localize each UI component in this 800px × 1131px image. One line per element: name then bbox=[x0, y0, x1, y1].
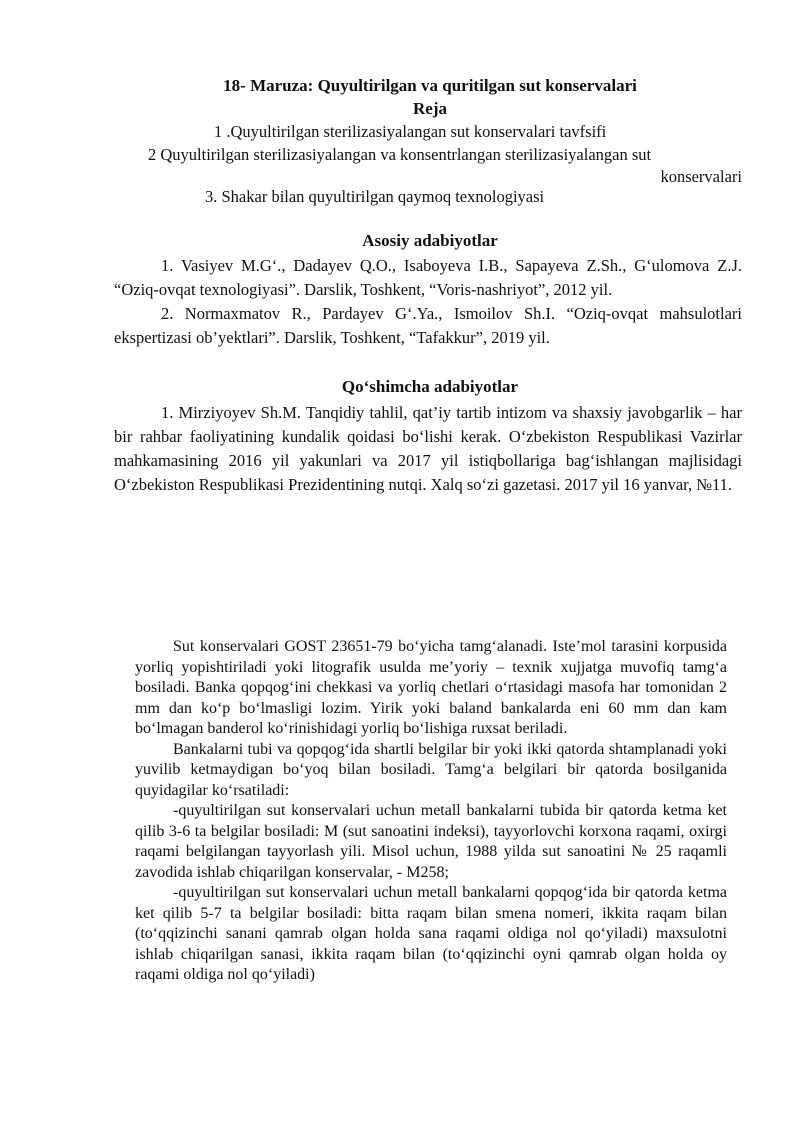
reference-item: 1. Mirziyoyev Sh.M. Tanqidiy tahlil, qat’iy tartib intizom va shaxsiy javobgarlik – har bir rahbar faoliyatining kundalik qoidasi bo‘lishi kerak. O‘zbekiston Respublikasi Vazirlar mahkamasining 2016 yil yakunlari va 2017 yil istiqbollariga bag‘ishlangan majlisidagi O‘zbekiston Respublikasi Prezidentining nutqi. Xalq so‘zi gazetasi. 2017 yil 16 yanvar, №11. bbox=[114, 403, 742, 494]
main-references-heading: Asosiy adabiyotlar bbox=[362, 231, 498, 250]
reference-item: 1. Vasiyev M.G‘., Dadayev Q.O., Isaboyeva I.B., Sapayeva Z.Sh., G‘ulomova Z.J. “Oziq-ovqat texnologiyasi”. Darslik, Toshkent, “Voris-nashriyot”, 2012 yil. bbox=[114, 256, 742, 299]
plan-item-continuation: konservalari bbox=[660, 167, 742, 186]
body-paragraph: -quyultirilgan sut konservalari uchun metall bankalarni qopqog‘ida bir qatorda ketma ket qilib 5-7 ta belgilar bosiladi: bitta raqam bilan smena nomeri, ikkita raqam bilan (to‘qqizinchi sanani qamrab olgan holda sana raqami oldiga nol qo‘yiladi) maxsulotni ishlab chiqarilgan sanasi, ikkita raqam bilan (to‘qqizinchi oyni qamrab olgan holda oy raqami oldiga nol qo‘yiladi) bbox=[135, 884, 727, 983]
reference-item: 2. Normaxmatov R., Pardayev G‘.Ya., Ismoilov Sh.I. “Oziq-ovqat mahsulotlari ekspertizasi ob’yektlari”. Darslik, Toshkent, “Tafakkur”, 2019 yil. bbox=[114, 304, 742, 347]
main-references-list bbox=[114, 254, 742, 350]
plan-item: 1 .Quyultirilgan sterilizasiyalangan sut konservalari tavfsifi bbox=[214, 122, 607, 141]
body-paragraph: -quyultirilgan sut konservalari uchun metall bankalarni tubida bir qatorda ketma ket qilib 3-6 ta belgilar bosiladi: M (sut sanoatini indeksi), tayyorlovchi korxona raqami, oxirgi raqami belgilangan tayyorlash yili. Misol uchun, 1988 yilda sut sanoatini № 25 raqamli zavodida ishlab chiqarilgan konservalar, - M258; bbox=[135, 802, 727, 881]
body-paragraph: Sut konservalari GOST 23651-79 bo‘yicha tamg‘alanadi. Iste’mol tarasini korpusida yorliq yopishtiriladi yoki litografik usulda me’yoriy – texnik xujjatga muvofiq tamg‘a bosiladi. Banka qopqog‘ini chekkasi va yorliq chetlari o‘rtasidagi masofa har tomonidan 2 mm dan ko‘p bo‘lmasligi lozim. Yirik yoki baland bankalarda eni 60 mm dan kam bo‘lmagan banderol ko‘rinishidagi yorliq bo‘lishiga ruxsat beriladi. bbox=[135, 638, 727, 737]
plan-heading: Reja bbox=[413, 99, 447, 118]
lecture-title: 18- Maruza: Quyultirilgan va quritilgan sut konservalari bbox=[223, 76, 637, 95]
extra-references-list bbox=[114, 401, 742, 497]
plan-item: 2 Quyultirilgan sterilizasiyalangan va konsentrlangan sterilizasiyalangan sut bbox=[148, 145, 652, 164]
plan-item: 3. Shakar bilan quyultirilgan qaymoq texnologiyasi bbox=[205, 187, 545, 206]
lecture-body bbox=[135, 637, 727, 986]
body-paragraph: Bankalarni tubi va qopqog‘ida shartli belgilar bir yoki ikki qatorda shtamplanadi yoki yuvilib ketmaydigan bo‘yoq bilan bosiladi. Tamg‘a belgilari bir qatorda bosilganida quyidagilar ko‘rsatiladi: bbox=[135, 740, 727, 799]
extra-references-heading: Qo‘shimcha adabiyotlar bbox=[341, 377, 519, 396]
